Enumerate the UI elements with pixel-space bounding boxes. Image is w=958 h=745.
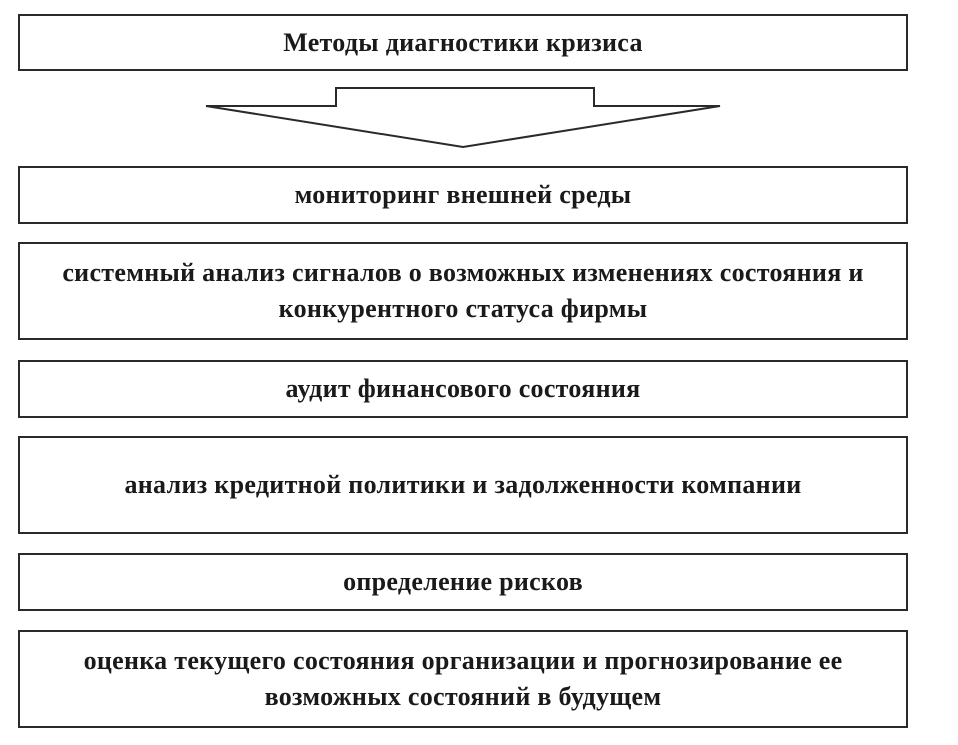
step-label: аудит финансового состояния: [285, 374, 641, 403]
step-box: [18, 436, 908, 534]
step-label: системный анализ сигналов о возможных изменениях состояния и конкурентного статуса фирмы: [62, 258, 864, 323]
step-box: [18, 360, 908, 418]
step-label: анализ кредитной политики и задолженности компании: [124, 470, 802, 499]
step-box: [18, 553, 908, 611]
step-box: [18, 242, 908, 340]
step-box: [18, 630, 908, 728]
step-label: мониторинг внешней среды: [294, 180, 632, 209]
step-label: определение рисков: [343, 567, 583, 596]
step-label: оценка текущего состояния организации и прогнозирование ее возможных состояний в будущем: [83, 646, 843, 711]
diagram-title: Методы диагностики кризиса: [283, 27, 643, 57]
step-box: [18, 166, 908, 224]
down-arrow-icon: [0, 0, 958, 170]
